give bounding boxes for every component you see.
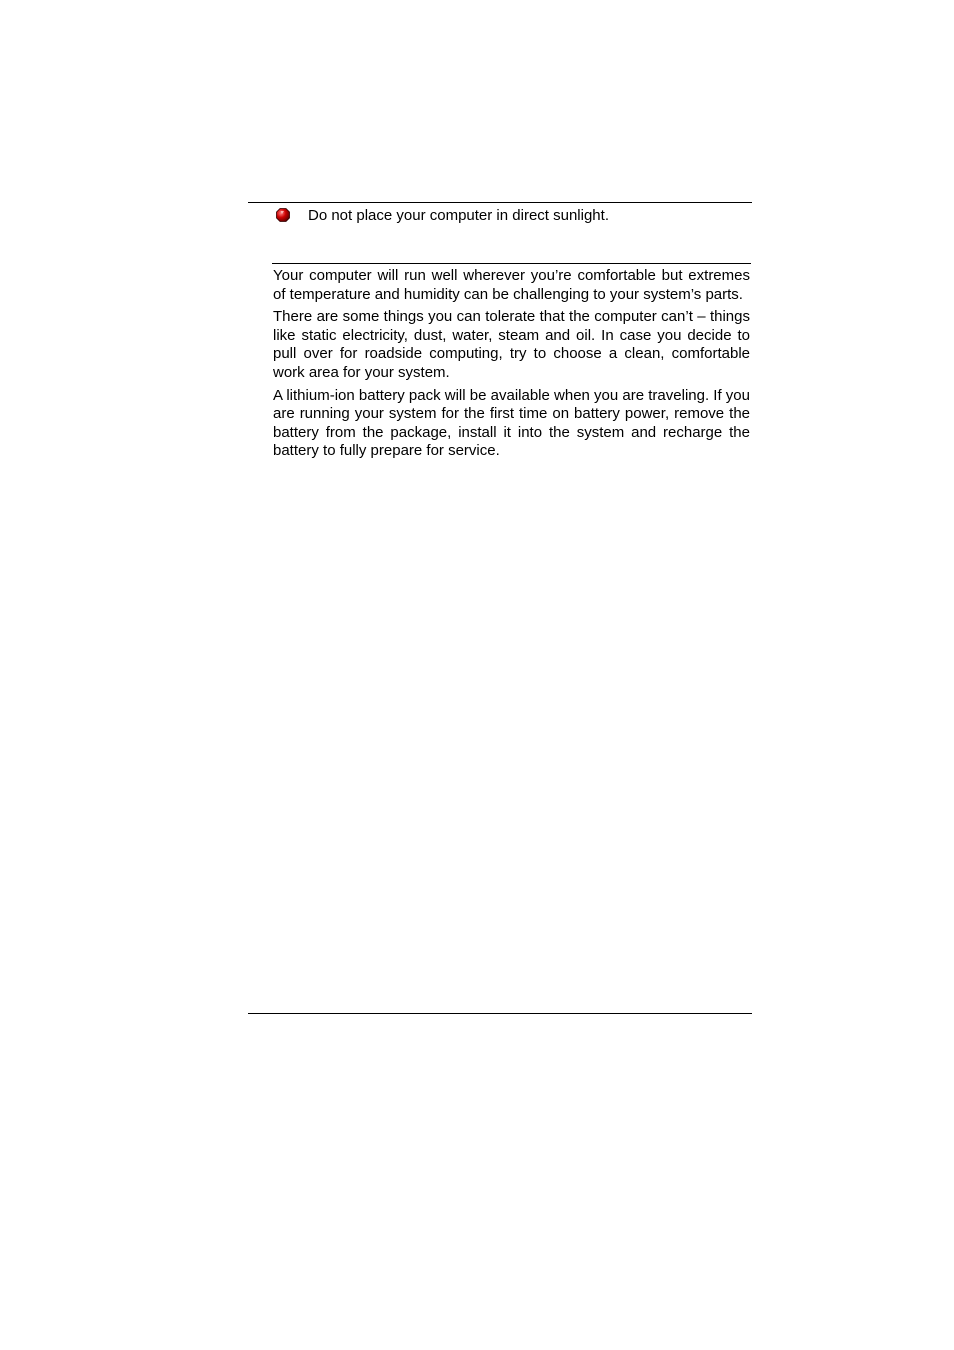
bullet-item bbox=[276, 206, 752, 226]
section-rule bbox=[272, 263, 751, 264]
paragraph-environment: Your computer will run well wherever you’re comfortable but extremes of temperature and humidity can be challenging to your system’s parts. bbox=[273, 267, 750, 303]
bottom-rule bbox=[248, 1013, 752, 1014]
red-gem-bullet-icon bbox=[276, 208, 290, 222]
body-text bbox=[273, 267, 750, 465]
paragraph-hazards: There are some things you can tolerate that the computer can’t – things like static electricity, dust, water, steam and oil. In case you decide to pull over for roadside computing, try to choose a clean, comfortable work area for your system. bbox=[273, 308, 750, 381]
paragraph-battery: A lithium-ion battery pack will be available when you are traveling. If you are running your system for the first time on battery power, remove the battery from the package, install it into the system and recharge the battery to fully prepare for service. bbox=[273, 386, 750, 460]
bullet-text: Do not place your computer in direct sunlight. bbox=[308, 207, 609, 224]
top-rule bbox=[248, 202, 752, 203]
